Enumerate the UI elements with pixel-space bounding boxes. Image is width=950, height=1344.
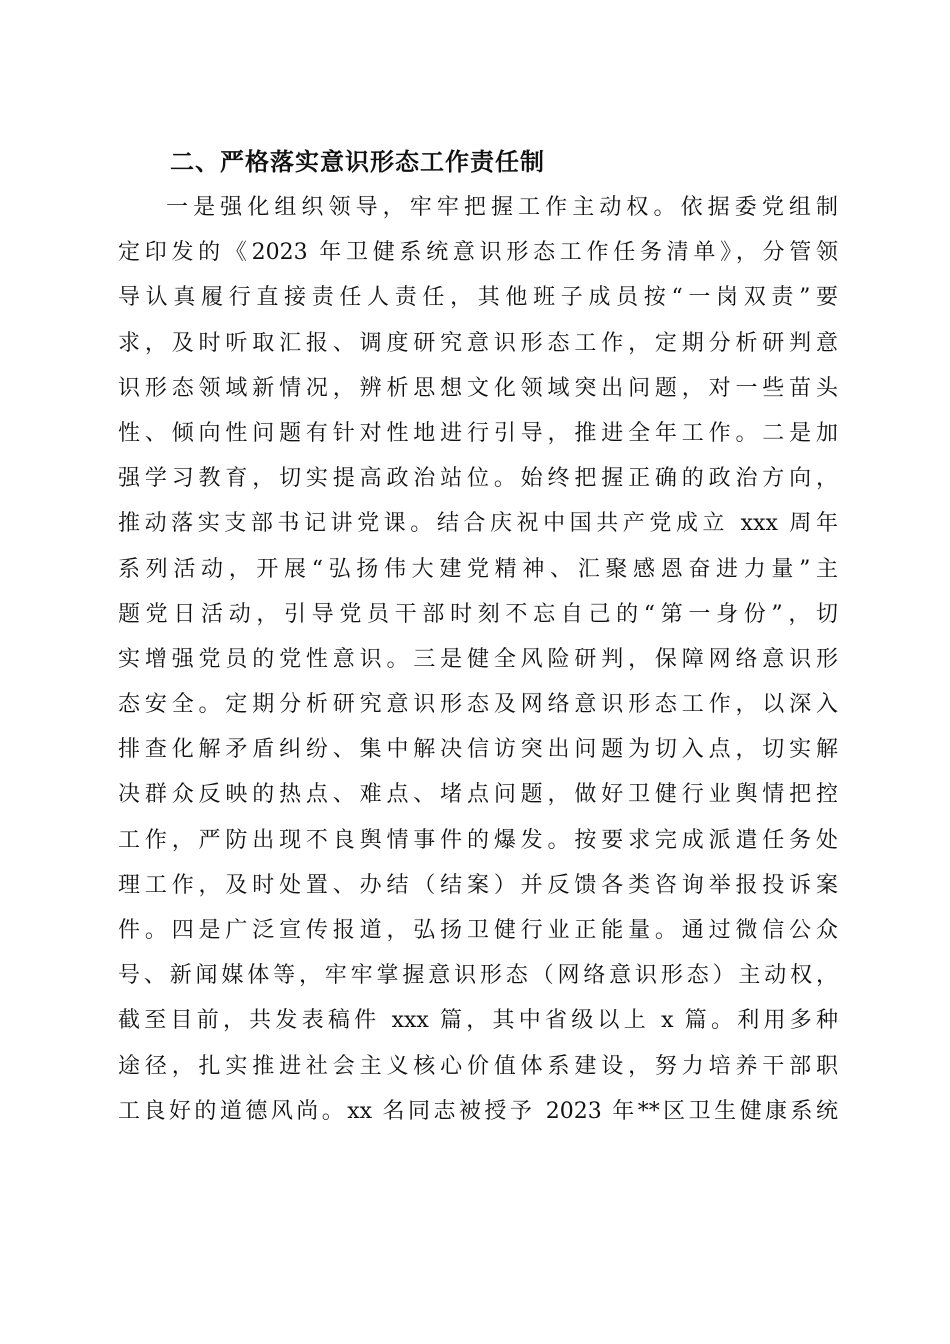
text-line: 系列活动，开展“弘扬伟大建党精神、汇聚感恩奋进力量”主	[118, 556, 838, 582]
text-line: 求，及时听取汇报、调度研究意识形态工作，定期分析研判意	[118, 330, 838, 356]
text-line: 件。四是广泛宣传报道，弘扬卫健行业正能量。通过微信公众	[118, 918, 838, 943]
text-line: 决群众反映的热点、难点、堵点问题，做好卫健行业舆情把控	[118, 782, 838, 808]
text-line: 实增强党员的党性意识。三是健全风险研判，保障网络意识形	[118, 646, 838, 672]
text-line: 识形态领域新情况，辨析思想文化领域突出问题，对一些苗头	[118, 375, 838, 401]
text-line: 号、新闻媒体等，牢牢掌握意识形态（网络意识形态）主动权，	[118, 963, 838, 989]
text-line: 截至目前，共发表稿件 xxx 篇，其中省级以上 x 篇。利用多种	[118, 1008, 838, 1034]
section-heading: 二、严格落实意识形态工作责任制	[170, 148, 545, 176]
text-line: 理工作，及时处置、办结（结案）并反馈各类咨询举报投诉案	[118, 872, 838, 898]
text-line: 排查化解矛盾纠纷、集中解决信访突出问题为切入点，切实解	[118, 737, 838, 763]
text-line: 工良好的道德风尚。xx 名同志被授予 2023 年**区卫生健康系统	[118, 1098, 838, 1124]
text-line: 途径，扎实推进社会主义核心价值体系建设，努力培养干部职	[118, 1053, 838, 1079]
body-paragraph	[118, 185, 838, 1134]
text-line: 推动落实支部书记讲党课。结合庆祝中国共产党成立 xxx 周年	[118, 511, 838, 537]
text-line: 工作，严防出现不良舆情事件的爆发。按要求完成派遣任务处	[118, 827, 838, 853]
text-line: 强学习教育，切实提高政治站位。始终把握正确的政治方向，	[118, 466, 838, 492]
text-line: 态安全。定期分析研究意识形态及网络意识形态工作，以深入	[118, 692, 838, 718]
text-line: 一是强化组织领导，牢牢把握工作主动权。依据委党组制	[166, 195, 838, 220]
text-line: 性、倾向性问题有针对性地进行引导，推进全年工作。二是加	[118, 420, 838, 446]
text-line: 导认真履行直接责任人责任，其他班子成员按“一岗双责”要	[118, 285, 838, 311]
text-line: 题党日活动，引导党员干部时刻不忘自己的“第一身份”，切	[118, 601, 838, 627]
text-line: 定印发的《2023 年卫健系统意识形态工作任务清单》，分管领	[118, 240, 838, 266]
